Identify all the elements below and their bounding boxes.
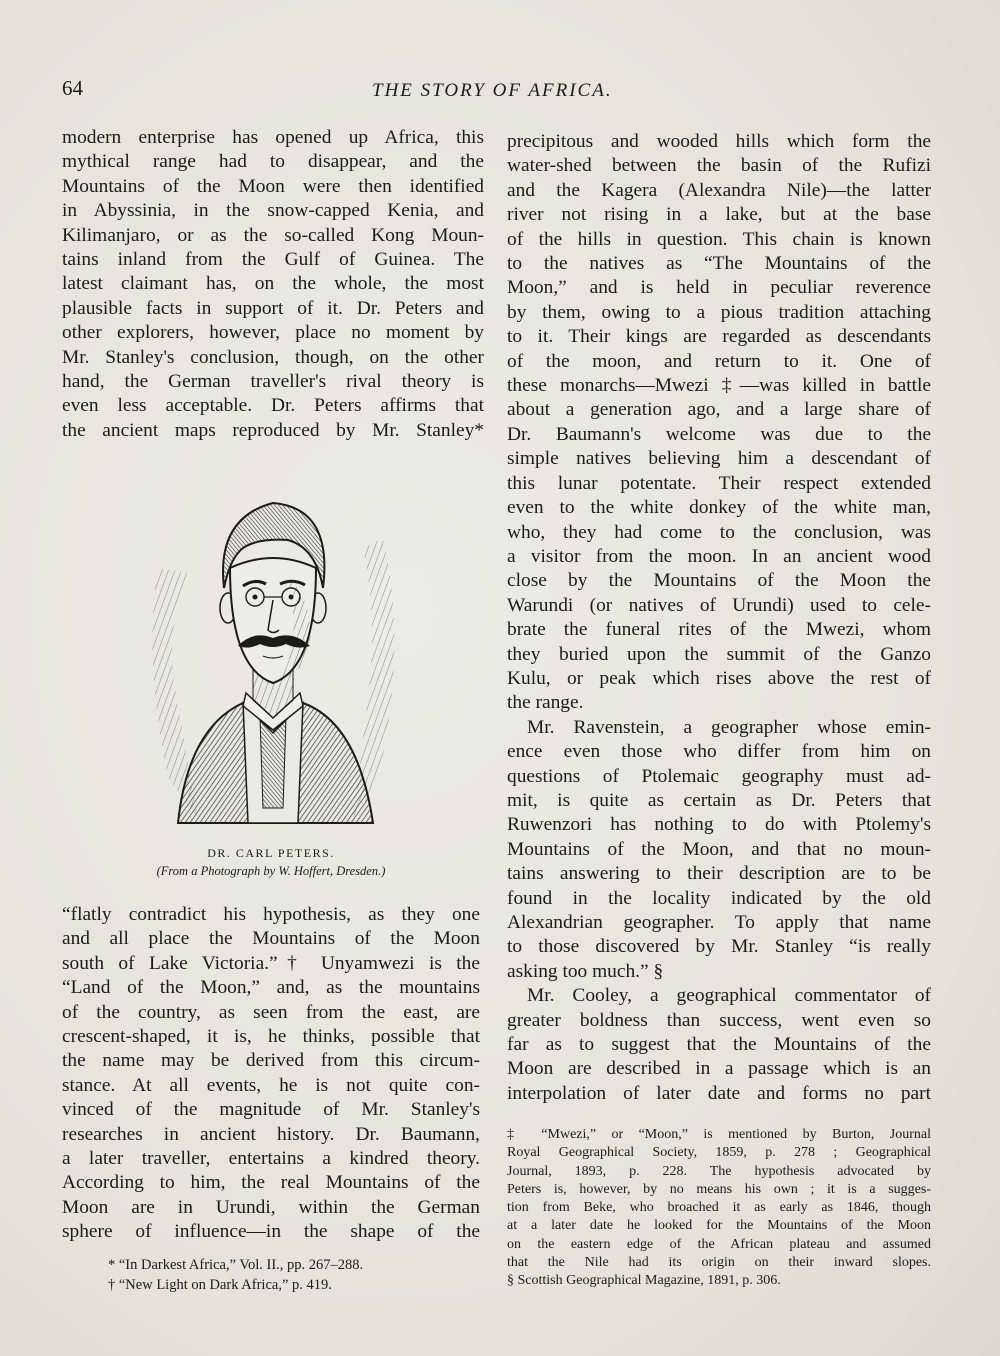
- text-line: they buried upon the summit of the Ganzo: [507, 643, 931, 665]
- text-line: researches in ancient history. Dr. Baumann,: [62, 1123, 480, 1145]
- text-line: Mr. Cooley, a geographical commentator of: [527, 985, 931, 1007]
- text-line: mythical range had to disappear, and the: [62, 151, 484, 173]
- footnotes-right: [507, 1126, 931, 1291]
- text-line: Moon are in Urundi, within the German: [62, 1196, 480, 1218]
- right-column-text: [507, 130, 931, 1106]
- text-line: Kilimanjaro, or as the so-called Kong Moun-: [62, 224, 484, 246]
- footnote-line: § Scottish Geographical Magazine, 1891, p. 306.: [507, 1273, 781, 1289]
- figure-caption-source: (From a Photograph by W. Hoffert, Dresden.): [156, 864, 386, 878]
- text-line: to it. Their kings are regarded as descendants: [507, 326, 931, 348]
- text-line: simple natives believing him a descendant of: [507, 448, 931, 470]
- footnote-line: Journal, 1893, p. 228. The hypothesis advocated by: [507, 1163, 931, 1179]
- text-line: mit, is quite as certain as Dr. Peters that: [507, 789, 931, 811]
- page-number: 64: [62, 76, 83, 100]
- footnote-line: at a later date he looked for the Mountains of the Moon: [507, 1218, 931, 1234]
- portrait-engraving: [138, 478, 408, 833]
- text-line: Alexandrian geographer. To apply that name: [507, 912, 931, 933]
- text-line: to those discovered by Mr. Stanley “is really: [507, 936, 931, 958]
- text-line: sphere of influence—in the shape of the: [62, 1221, 480, 1243]
- text-line: and all place the Mountains of the Moon: [62, 928, 480, 950]
- right-paragraph-3: [507, 984, 931, 1106]
- text-line: “Land of the Moon,” and, as the mountains: [62, 977, 480, 999]
- text-line: crescent-shaped, it is, he thinks, possible that: [62, 1026, 480, 1048]
- text-line: other explorers, however, place no moment by: [62, 322, 484, 344]
- footnotes-left: [108, 1255, 488, 1295]
- text-line: of the hills in question. This chain is known: [507, 228, 931, 250]
- text-line: Mr. Ravenstein, a geographer whose emin-: [527, 716, 931, 738]
- text-line: Kulu, or peak which rises above the rest of: [507, 667, 931, 689]
- figure-caption-name: DR. CARL PETERS.: [207, 846, 335, 860]
- text-line: ence even those who differ from him on: [507, 741, 931, 763]
- text-line: Ruwenzori has nothing to do with Ptolemy's: [507, 814, 931, 836]
- text-line: According to him, the real Mountains of the: [62, 1172, 480, 1194]
- footnote-left: † “New Light on Dark Africa,” p. 419.: [108, 1277, 332, 1293]
- text-line: and the Kagera (Alexandra Nile)—the latter: [507, 179, 931, 201]
- footnote-line: on the eastern edge of the African plateau and assumed: [507, 1236, 931, 1252]
- right-paragraph-1: [507, 130, 931, 716]
- text-line: tains answering to their description are to be: [507, 863, 931, 885]
- text-line: of the moon, and return to it. One of: [507, 350, 931, 372]
- text-line: plausible facts in support of it. Dr. Peters and: [62, 297, 484, 319]
- text-line: of the country, as seen from the east, are: [62, 1001, 480, 1023]
- text-line: Mountains of the Moon were then identified: [62, 175, 484, 197]
- footnote-line: that the Nile had its origin on their inward slopes.: [507, 1255, 931, 1271]
- text-line: far as to suggest that the Mountains of the: [507, 1034, 931, 1056]
- text-line: the range.: [507, 692, 584, 714]
- text-line: a visitor from the moon. In an ancient wood: [507, 545, 931, 567]
- right-paragraph-2: [507, 716, 931, 984]
- text-line: brate the funeral rites of the Mwezi, whom: [507, 619, 931, 641]
- text-line: the ancient maps reproduced by Mr. Stanley*: [62, 419, 484, 441]
- text-line: these monarchs—Mwezi ‡—was killed in battle: [507, 375, 931, 397]
- left-column-bottom-text: [62, 903, 480, 1245]
- text-line: Mountains of the Moon, and that no moun-: [507, 838, 931, 860]
- text-line: a later traveller, entertains a kindred theory.: [62, 1148, 480, 1170]
- text-line: Moon are described in a passage which is an: [507, 1058, 931, 1080]
- text-line: Mr. Stanley's conclusion, though, on the other: [62, 346, 484, 368]
- text-line: greater boldness than success, went even so: [507, 1009, 931, 1031]
- text-line: the name may be derived from this circum-: [62, 1050, 480, 1072]
- text-line: hand, the German traveller's rival theory is: [62, 371, 484, 393]
- text-line: even less acceptable. Dr. Peters affirms that: [62, 395, 484, 417]
- footnote-line: Royal Geographical Society, 1859, p. 278 ; Geographical: [507, 1145, 931, 1161]
- text-line: interpolation of later date and forms no part: [507, 1082, 931, 1104]
- text-line: even to the white donkey of the white man,: [507, 497, 931, 519]
- footnote-left: * “In Darkest Africa,” Vol. II., pp. 267–288.: [108, 1257, 364, 1273]
- left-column-top-text: [62, 126, 484, 443]
- text-line: questions of Ptolemaic geography must ad-: [507, 765, 931, 787]
- running-head: THE STORY OF AFRICA.: [372, 80, 613, 101]
- text-line: about a generation ago, and a large share of: [507, 399, 931, 421]
- text-line: Dr. Baumann's welcome was due to the: [507, 423, 931, 445]
- footnote-line: tion from Beke, who broached it as early as 1846, though: [507, 1200, 931, 1216]
- text-line: this lunar potentate. Their respect extended: [507, 472, 931, 494]
- text-line: by them, owing to a pious tradition attaching: [507, 301, 931, 323]
- text-line: tains inland from the Gulf of Guinea. The: [62, 249, 484, 271]
- text-line: “flatly contradict his hypothesis, as they one: [62, 904, 480, 925]
- text-line: water-shed between the basin of the Rufizi: [507, 155, 931, 177]
- footnote-line: ‡ “Mwezi,” or “Moon,” is mentioned by Burton, Journal: [507, 1127, 931, 1142]
- text-line: stance. At all events, he is not quite con-: [62, 1074, 480, 1096]
- text-line: close by the Mountains of the Moon the: [507, 570, 931, 592]
- text-line: modern enterprise has opened up Africa, this: [62, 127, 484, 148]
- text-line: south of Lake Victoria.”† Unyamwezi is the: [62, 952, 480, 974]
- text-line: vinced of the magnitude of Mr. Stanley's: [62, 1099, 480, 1121]
- text-line: river not rising in a lake, but at the base: [507, 204, 931, 226]
- text-line: asking too much.” §: [507, 960, 664, 982]
- text-line: to the natives as “The Mountains of the: [507, 253, 931, 275]
- text-line: precipitous and wooded hills which form the: [507, 131, 931, 152]
- text-line: in Abyssinia, in the snow-capped Kenia, and: [62, 200, 484, 222]
- text-line: Warundi (or natives of Urundi) used to cele-: [507, 594, 931, 616]
- text-line: who, they had come to the conclusion, was: [507, 521, 931, 543]
- text-line: found in the locality indicated by the old: [507, 887, 931, 909]
- text-line: latest claimant has, on the whole, the most: [62, 273, 484, 295]
- text-line: Moon,” and is held in peculiar reverence: [507, 277, 931, 299]
- footnote-line: Peters is, however, by no means his own ; it is a sugges-: [507, 1181, 931, 1197]
